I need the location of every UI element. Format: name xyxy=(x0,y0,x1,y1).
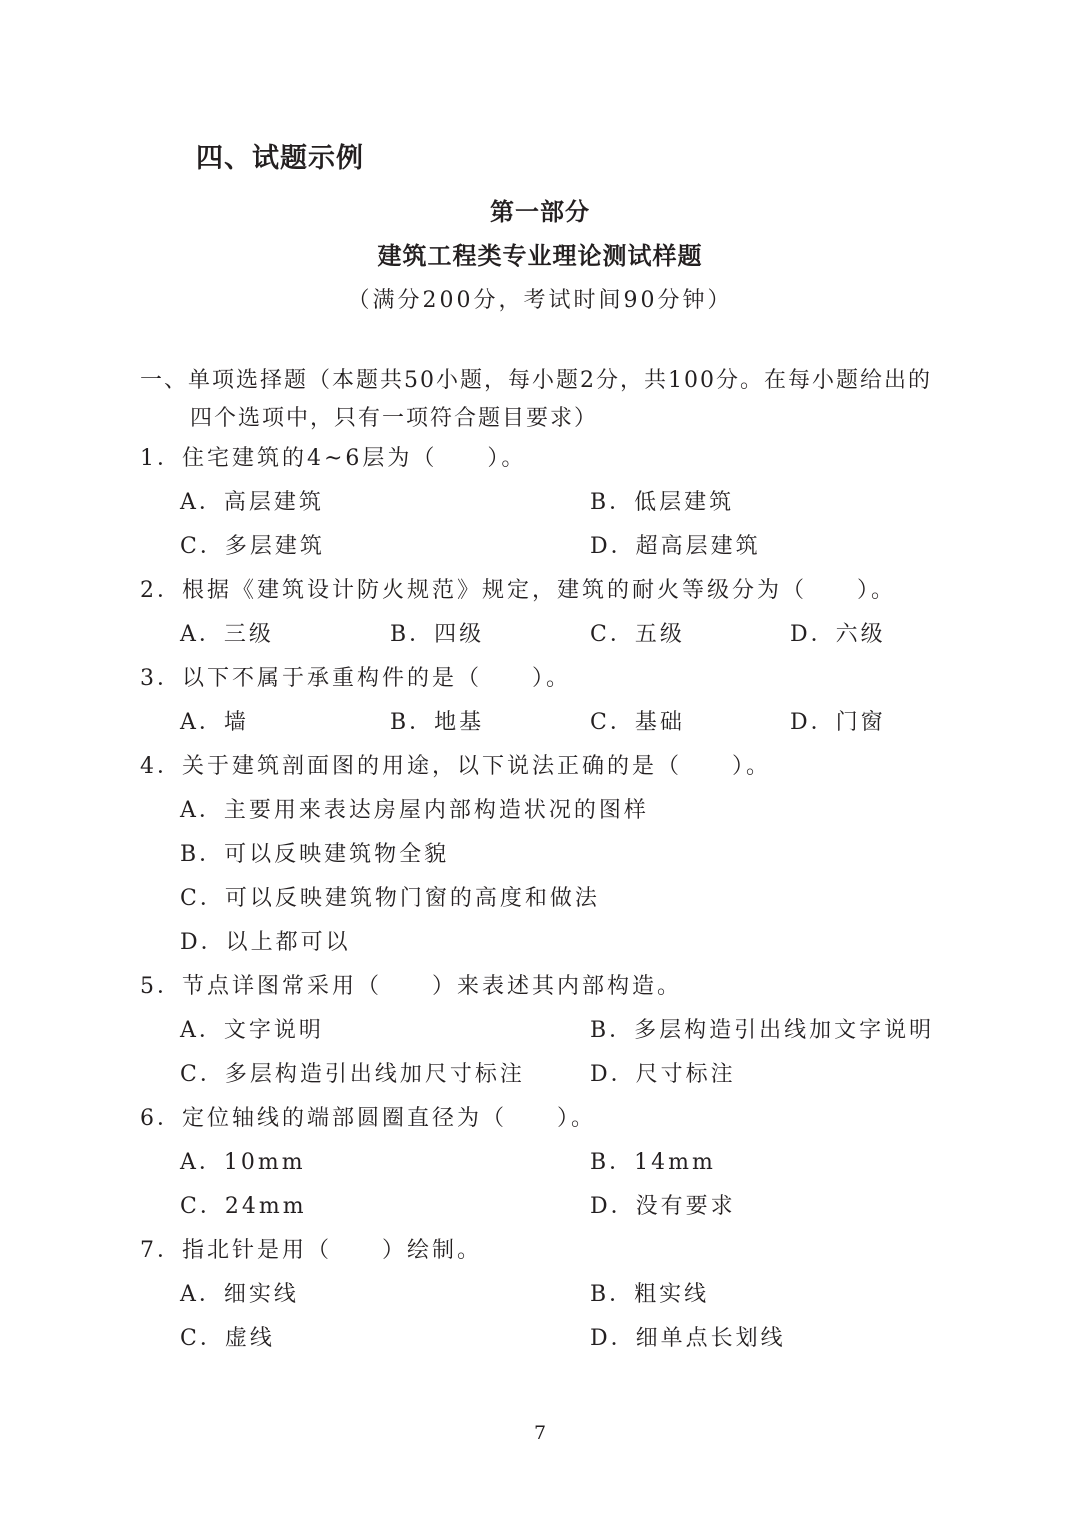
question-1-option-c: C．多层建筑 xyxy=(180,534,325,559)
question-1-option-b: B．低层建筑 xyxy=(590,490,735,515)
question-3-option-b: B．地基 xyxy=(390,710,485,735)
test-title: 建筑工程类专业理论测试样题 xyxy=(377,242,703,270)
question-5-option-d: D．尺寸标注 xyxy=(590,1062,736,1087)
question-4-option-d: D．以上都可以 xyxy=(180,930,351,955)
question-5-stem: 5．节点详图常采用（ ）来表述其内部构造。 xyxy=(140,974,682,999)
test-subtitle: （满分200分，考试时间90分钟） xyxy=(347,288,733,313)
question-6-option-a: A．10mm xyxy=(180,1150,306,1175)
question-6-option-b: B．14mm xyxy=(590,1150,716,1175)
question-4-stem: 4．关于建筑剖面图的用途，以下说法正确的是（ ）。 xyxy=(140,754,771,779)
question-7-option-b: B．粗实线 xyxy=(590,1282,710,1307)
question-3-stem: 3．以下不属于承重构件的是（ ）。 xyxy=(140,666,571,691)
question-2-stem: 2．根据《建筑设计防火规范》规定，建筑的耐火等级分为（ ）。 xyxy=(140,578,896,603)
question-6-option-d: D．没有要求 xyxy=(590,1194,736,1219)
question-4-option-a: A．主要用来表达房屋内部构造状况的图样 xyxy=(180,798,649,823)
question-2-option-d: D．六级 xyxy=(790,622,886,647)
question-7-option-c: C．虚线 xyxy=(180,1326,275,1351)
question-7-option-d: D．细单点长划线 xyxy=(590,1326,786,1351)
question-6-stem: 6．定位轴线的端部圆圈直径为（ ）。 xyxy=(140,1106,596,1131)
question-5-option-a: A．文字说明 xyxy=(180,1018,324,1043)
instructions-line-1: 一、单项选择题（本题共50小题，每小题2分，共100分。在每小题给出的 xyxy=(140,368,932,393)
question-7-stem: 7．指北针是用（ ）绘制。 xyxy=(140,1238,482,1263)
question-1-option-a: A．高层建筑 xyxy=(180,490,324,515)
question-4-option-c: C．可以反映建筑物门窗的高度和做法 xyxy=(180,886,600,911)
question-2-option-c: C．五级 xyxy=(590,622,685,647)
question-3-option-c: C．基础 xyxy=(590,710,685,735)
question-2-option-a: A．三级 xyxy=(180,622,274,647)
question-4-option-b: B．可以反映建筑物全貌 xyxy=(180,842,450,867)
question-3-option-d: D．门窗 xyxy=(790,710,886,735)
question-1-option-d: D．超高层建筑 xyxy=(590,534,761,559)
section-heading: 四、试题示例 xyxy=(196,143,364,174)
question-5-option-c: C．多层构造引出线加尺寸标注 xyxy=(180,1062,525,1087)
instructions-line-2: 四个选项中，只有一项符合题目要求） xyxy=(190,406,599,431)
question-3-option-a: A．墙 xyxy=(180,710,249,735)
question-7-option-a: A．细实线 xyxy=(180,1282,299,1307)
question-1-stem: 1．住宅建筑的4~6层为（ ）。 xyxy=(140,446,527,471)
question-2-option-b: B．四级 xyxy=(390,622,485,647)
page-number: 7 xyxy=(533,1422,547,1444)
question-6-option-c: C．24mm xyxy=(180,1194,307,1219)
part-title: 第一部分 xyxy=(490,198,590,226)
question-5-option-b: B．多层构造引出线加文字说明 xyxy=(590,1018,935,1043)
